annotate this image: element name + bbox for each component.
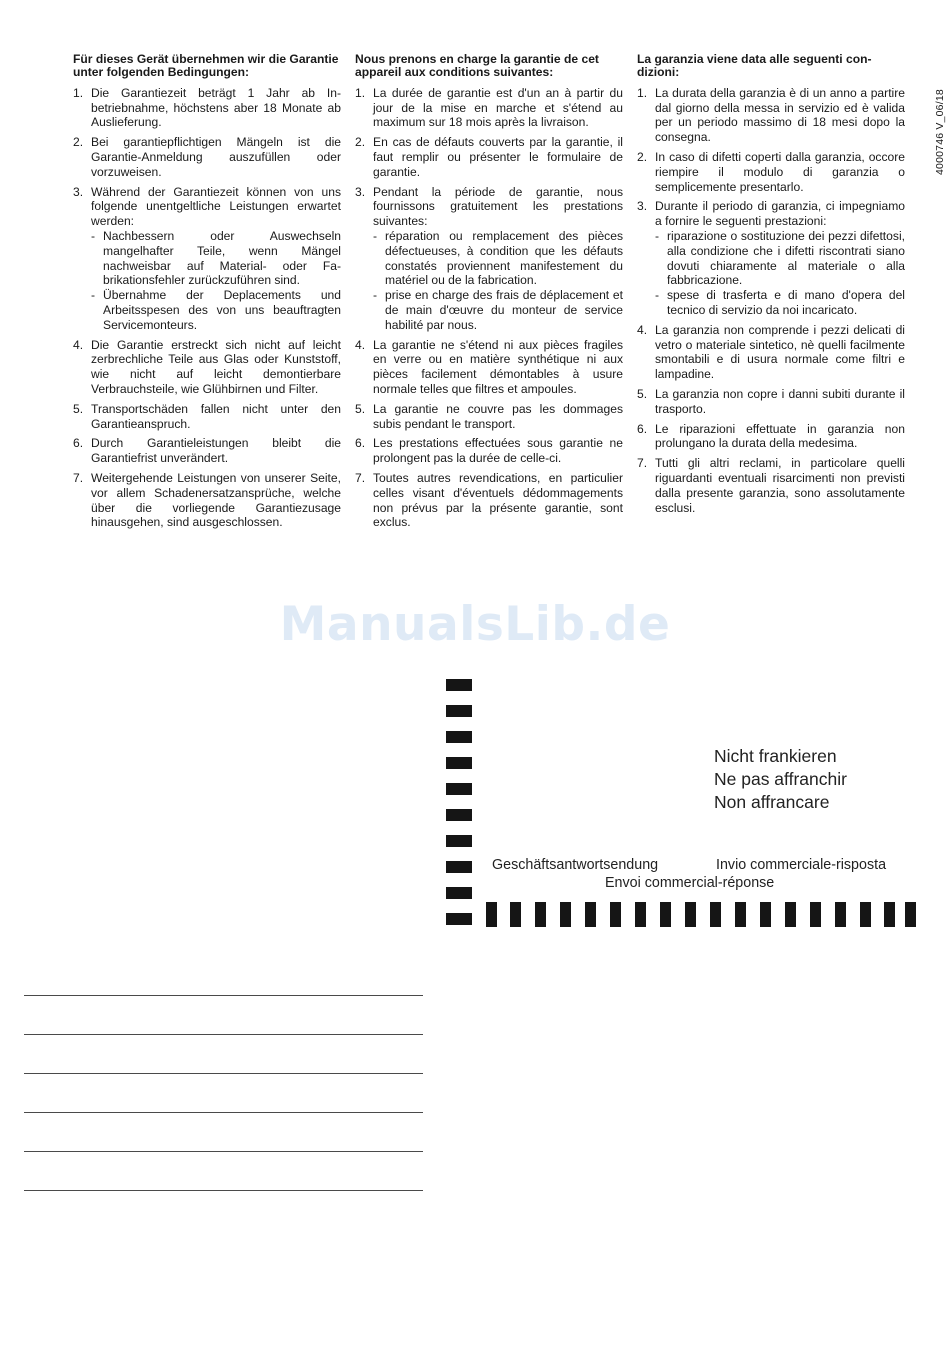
barcode-mark xyxy=(835,902,846,927)
business-reply-label-french: Envoi commercial-réponse xyxy=(605,875,775,891)
postage-notice xyxy=(714,745,847,814)
barcode-mark xyxy=(860,902,871,927)
barcode-mark xyxy=(446,705,472,717)
watermark: ManualsLib.de xyxy=(279,597,671,652)
service-item: - Nachbessern oder Auswechseln mangelhafter Teile, wenn Mängel nachweisbar auf Material- oder Fabrikationsfehler zurückzuführen sind. xyxy=(91,228,341,288)
barcode-mark xyxy=(660,902,671,927)
barcode-mark xyxy=(446,679,472,691)
warranty-conditions-italian xyxy=(637,86,905,516)
service-list xyxy=(91,229,341,333)
barcode-mark xyxy=(610,902,621,927)
condition-item: 7. Toutes autres revendications, en particulier celles visant d'éventuels dédommagements non prévus par la présente garantie, sont exclus. xyxy=(355,470,623,530)
condition-item: 2. In caso di difetti coperti dalla garanzia, occore riempire il modulo di garanzia o semplicemente presentarlo. xyxy=(637,150,905,194)
service-item: - spese di trasferta e di mano d'opera del tecnico di servizio da noi incaricato. xyxy=(655,288,905,317)
postage-line-german: Nicht frankieren xyxy=(714,746,837,766)
barcode-mark xyxy=(884,902,895,927)
condition-item: 6. Les prestations effectuées sous garantie ne prolongent pas la durée de celle-ci. xyxy=(355,436,623,466)
service-item: - Übernahme der Deplacements und Arbeitsspesen des von uns beauftragten Servicemonteurs. xyxy=(91,288,341,332)
service-item: - réparation ou remplacement des pièces défectueuses, à condition que les défauts constatés proviennent manifestement du matériel ou de la fabrication. xyxy=(373,228,623,288)
barcode-mark xyxy=(486,902,497,927)
service-item: - riparazione o sostituzione dei pezzi difettosi, alla condizione che i difetti riscontrati siano dovuti chiaramente al materiale o alla fabbricazione. xyxy=(655,228,905,288)
barcode-mark xyxy=(685,902,696,927)
condition-item: 1. Die Garantiezeit beträgt 1 Jahr ab Inbetriebnahme, höchstens aber 18 Monate ab Auslieferung. xyxy=(73,85,341,130)
barcode-mark xyxy=(446,731,472,743)
address-line xyxy=(24,1190,423,1191)
barcode-mark xyxy=(710,902,721,927)
condition-item: 7. Weitergehende Leistungen von unserer Seite, vor allem Schadenersatzansprüche, welche über die vorliegende Garantiezusage hinausgehen, sind ausgeschlossen. xyxy=(73,470,341,530)
postage-line-italian: Non affrancare xyxy=(714,792,830,812)
condition-item: 6. Durch Garantieleistungen bleibt die Garantiefrist unverändert. xyxy=(73,436,341,466)
warranty-column-french xyxy=(355,53,623,535)
barcode-mark xyxy=(810,902,821,927)
warranty-column-italian xyxy=(637,53,905,520)
service-item: - prise en charge des frais de déplacement et de main d'œuvre du monteur de service habilité par nous. xyxy=(373,288,623,332)
condition-item: 7. Tutti gli altri reclami, in particolare quelli riguardanti eventuali risarcimenti non previsti dalla presente garanzia, sono assolutamente esclusi. xyxy=(637,456,905,515)
barcode-mark xyxy=(446,887,472,899)
barcode-mark xyxy=(585,902,596,927)
address-line xyxy=(24,1112,423,1113)
condition-item: 5. Transportschäden fallen nicht unter den Garantieanspruch. xyxy=(73,401,341,431)
condition-item: 3. Während der Garantiezeit können von uns folgende unentgeltliche Leistungen erwartet werden: - Nachbessern oder Auswechseln mangelhafter Teile, wenn Mängel nachweisbar auf Material- oder Fabrikationsfehler zurückzuführen sind. - Übernahme der Deplacements und Arbeitsspesen des von uns beauftragten Servicemonteurs. xyxy=(73,184,341,332)
condition-item: 1. La durée de garantie est d'un an à partir du jour de la mise en marche et s'étend au maximum sur 18 mois après la livraison. xyxy=(355,85,623,130)
address-line xyxy=(24,1073,423,1074)
business-reply-label-italian: Invio commerciale-risposta xyxy=(716,857,887,873)
barcode-mark xyxy=(446,861,472,873)
barcode-mark xyxy=(760,902,771,927)
condition-item: 3. Durante il periodo di garanzia, ci impegniamo a fornire le seguenti prestazioni: - riparazione o sostituzione dei pezzi difettosi, alla condizione che i difetti riscontrati siano dovuti chiaramente al materiale o alla fabbricazione. - spese di trasferta e di mano d'opera del tecnico di servizio da noi incaricato. xyxy=(637,199,905,317)
warranty-conditions-french xyxy=(355,86,623,530)
barcode-mark xyxy=(446,757,472,769)
service-list xyxy=(373,229,623,333)
barcode-mark xyxy=(510,902,521,927)
barcode-mark xyxy=(535,902,546,927)
warranty-column-german xyxy=(73,53,341,535)
condition-item: 4. La garanzia non comprende i pezzi delicati di vetro o materiale sintetico, nè quelli facilmente smontabili e di usura normale come filtri e lampadine. xyxy=(637,322,905,382)
warranty-heading-german: Für dieses Gerät übernehmen wir die Garantie unter folgenden Bedingungen: xyxy=(73,52,339,80)
service-list xyxy=(655,229,905,318)
condition-item: 2. Bei garantiepflichtigen Mängeln ist die Garantie-Anmeldung auszufüllen oder vorzuweisen. xyxy=(73,135,341,179)
condition-item: 5. La garanzia non copre i danni subiti durante il trasporto. xyxy=(637,386,905,416)
document-id: 4000746 V_06/18 xyxy=(934,89,946,175)
barcode-mark xyxy=(446,835,472,847)
barcode-mark xyxy=(905,902,916,927)
warranty-heading-french: Nous prenons en charge la garantie de cet appareil aux conditions suivantes: xyxy=(355,52,599,80)
barcode-mark xyxy=(785,902,796,927)
condition-item: 4. La garantie ne s'étend ni aux pièces fragiles en verre ou en matière synthétique ni aux pièces facilement démontables à usure normale telles que filtres et ampoules. xyxy=(355,337,623,396)
address-line xyxy=(24,995,423,996)
barcode-mark xyxy=(446,783,472,795)
postage-line-french: Ne pas affranchir xyxy=(714,769,847,789)
barcode-mark xyxy=(735,902,746,927)
warranty-conditions-german xyxy=(73,86,341,530)
address-line xyxy=(24,1034,423,1035)
warranty-heading-italian: La garanzia viene data alle seguenti condizioni: xyxy=(637,52,872,80)
condition-item: 3. Pendant la période de garantie, nous fournissons gratuitement les prestations suivantes: - réparation ou remplacement des pièces défectueuses, à condition que les défauts constatés proviennent manifestement du matériel ou de la fabrication. - prise en charge des frais de déplacement et de main d'œuvre du monteur de service habilité par nous. xyxy=(355,184,623,332)
condition-item: 6. Le riparazioni effettuate in garanzia non prolungano la durata della medesima. xyxy=(637,421,905,451)
business-reply-label-german: Geschäftsantwortsendung xyxy=(492,857,659,873)
barcode-mark xyxy=(446,809,472,821)
condition-item: 2. En cas de défauts couverts par la garantie, il faut remplir ou présenter le formulaire de garantie. xyxy=(355,135,623,179)
barcode-mark xyxy=(560,902,571,927)
condition-item: 4. Die Garantie erstreckt sich nicht auf leicht zerbrechliche Teile aus Glas oder Kunststoff, wie nicht auf leicht demontierbare Verbrauchsteile, wie Glühbirnen und Filter. xyxy=(73,337,341,396)
condition-item: 1. La durata della garanzia è di un anno a partire dal giorno della messa in servizio ed è valida per un periodo massimo di 18 mesi dopo la consegna. xyxy=(637,85,905,145)
barcode-mark xyxy=(446,913,472,925)
barcode-mark xyxy=(635,902,646,927)
condition-item: 5. La garantie ne couvre pas les dommages subis pendant le transport. xyxy=(355,401,623,431)
address-line xyxy=(24,1151,423,1152)
